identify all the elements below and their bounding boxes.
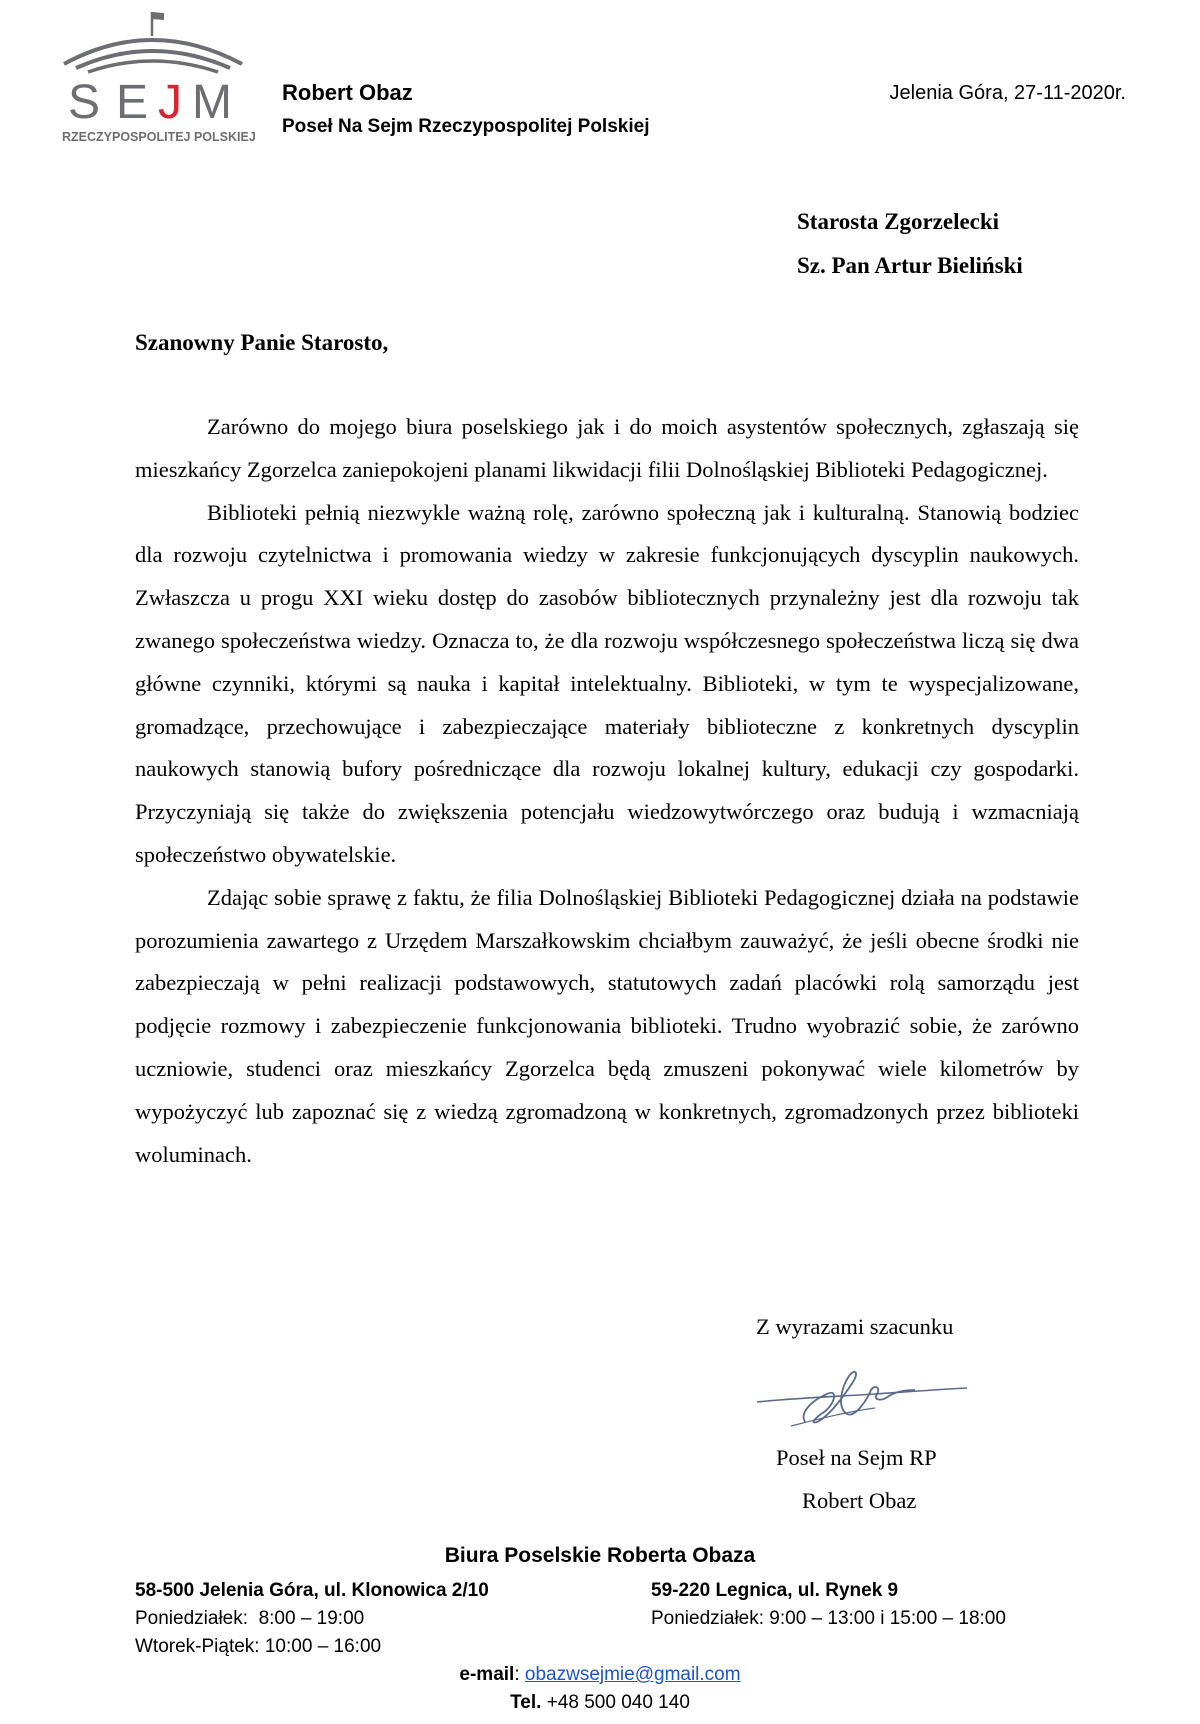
body-paragraph: Zarówno do mojego biura poselskiego jak i do moich asystentów społecznych, zgłaszają się mieszkańcy Zgorzelca zaniepokojeni planami likwidacji filii Dolnośląskiej Biblioteki Pedagogicznej. bbox=[135, 414, 1079, 482]
office-hours: Poniedziałek: 9:00 – 13:00 i 15:00 – 18:00 bbox=[651, 1608, 1006, 1629]
closing-phrase: Z wyrazami szacunku bbox=[756, 1314, 954, 1339]
office-address: 58-500 Jelenia Góra, ul. Klonowica 2/10 bbox=[135, 1580, 489, 1601]
svg-text:RZECZYPOSPOLITEJ POLSKIEJ: RZECZYPOSPOLITEJ POLSKIEJ bbox=[62, 130, 256, 144]
letter-date: Jelenia Góra, 27-11-2020r. bbox=[889, 82, 1126, 104]
recipient-person: Sz. Pan Artur Bieliński bbox=[797, 253, 1023, 278]
phone-number: +48 500 040 140 bbox=[541, 1692, 690, 1713]
office-jelenia-gora bbox=[135, 1577, 489, 1661]
email-separator: : bbox=[514, 1664, 525, 1685]
svg-text:M: M bbox=[192, 76, 232, 129]
salutation: Szanowny Panie Starosto, bbox=[135, 330, 389, 355]
sejm-logo-graphic bbox=[60, 6, 270, 156]
office-hours: Wtorek-Piątek: 10:00 – 16:00 bbox=[135, 1636, 382, 1657]
sejm-logo bbox=[60, 6, 270, 156]
signature-graphic bbox=[755, 1360, 970, 1430]
signatory-name: Robert Obaz bbox=[802, 1488, 917, 1513]
body-paragraph: Zdając sobie sprawę z faktu, że filia Dolnośląskiej Biblioteki Pedagogicznej działa na podstawie porozumienia zawartego z Urzędem Marszałkowskim chciałbym zauważyć, że jeśli obecne środki nie zabezpieczają w pełni realizacji podstawowych, statutowych zadań placówki rolą samorządu jest podjęcie rozmowy i zabezpieczenie funkcjonowania biblioteki. Trudno wyobrazić sobie, że zarówno uczniowie, studenci oraz mieszkańcy Zgorzelca będą zmuszeni pokonywać wiele kilometrów by wypożyczyć lub zapoznać się z wiedzą zgromadzoną w konkretnych, zgromadzonych przez biblioteki woluminach. bbox=[135, 884, 1079, 1167]
svg-text:E: E bbox=[116, 76, 149, 129]
letter-body bbox=[135, 406, 1079, 1176]
author-name: Robert Obaz bbox=[282, 80, 413, 105]
contact-phone-line bbox=[0, 1692, 1200, 1714]
contact-email-line bbox=[0, 1664, 1200, 1686]
body-paragraph: Biblioteki pełnią niezwykle ważną rolę, zarówno społeczną jak i kulturalną. Stanowią bodziec dla rozwoju czytelnictwa i promowania wiedzy w zakresie funkcjonujących dyscyplin naukowych. Zwłaszcza u progu XXI wieku dostęp do zasobów bibliotecznych przynależny jest dla rozwoju tak zwanego społeczeństwa wiedzy. Oznacza to, że dla rozwoju współczesnego społeczeństwa liczą się dwa główne czynniki, którymi są nauka i kapitał intelektualny. Biblioteki, w tym te wyspecjalizowane, gromadzące, przechowujące i zabezpieczające materiały biblioteczne z konkretnych dyscyplin naukowych stanowią bufory pośredniczące dla rozwoju lokalnej kultury, edukacji czy gospodarki. Przyczyniają się także do zwiększenia potencjału wiedzowytwórczego oraz budują i wzmacniają społeczeństwo obywatelskie. bbox=[135, 499, 1079, 867]
svg-text:J: J bbox=[158, 76, 182, 129]
handwritten-signature bbox=[755, 1360, 970, 1430]
email-link[interactable]: obazwsejmie@gmail.com bbox=[524, 1664, 741, 1685]
footer-title: Biura Poselskie Roberta Obaza bbox=[444, 1544, 756, 1567]
office-hours: Poniedziałek: 8:00 – 19:00 bbox=[135, 1608, 365, 1629]
email-label: e-mail bbox=[459, 1664, 515, 1685]
svg-text:S: S bbox=[68, 76, 103, 129]
phone-label: Tel. bbox=[510, 1692, 542, 1713]
recipient-office: Starosta Zgorzelecki bbox=[797, 209, 1000, 234]
signatory-title: Poseł na Sejm RP bbox=[776, 1445, 937, 1470]
office-legnica bbox=[651, 1577, 1006, 1633]
office-address: 59-220 Legnica, ul. Rynek 9 bbox=[651, 1580, 899, 1601]
author-title: Poseł Na Sejm Rzeczypospolitej Polskiej bbox=[282, 116, 650, 137]
recipient-block bbox=[797, 200, 1023, 288]
